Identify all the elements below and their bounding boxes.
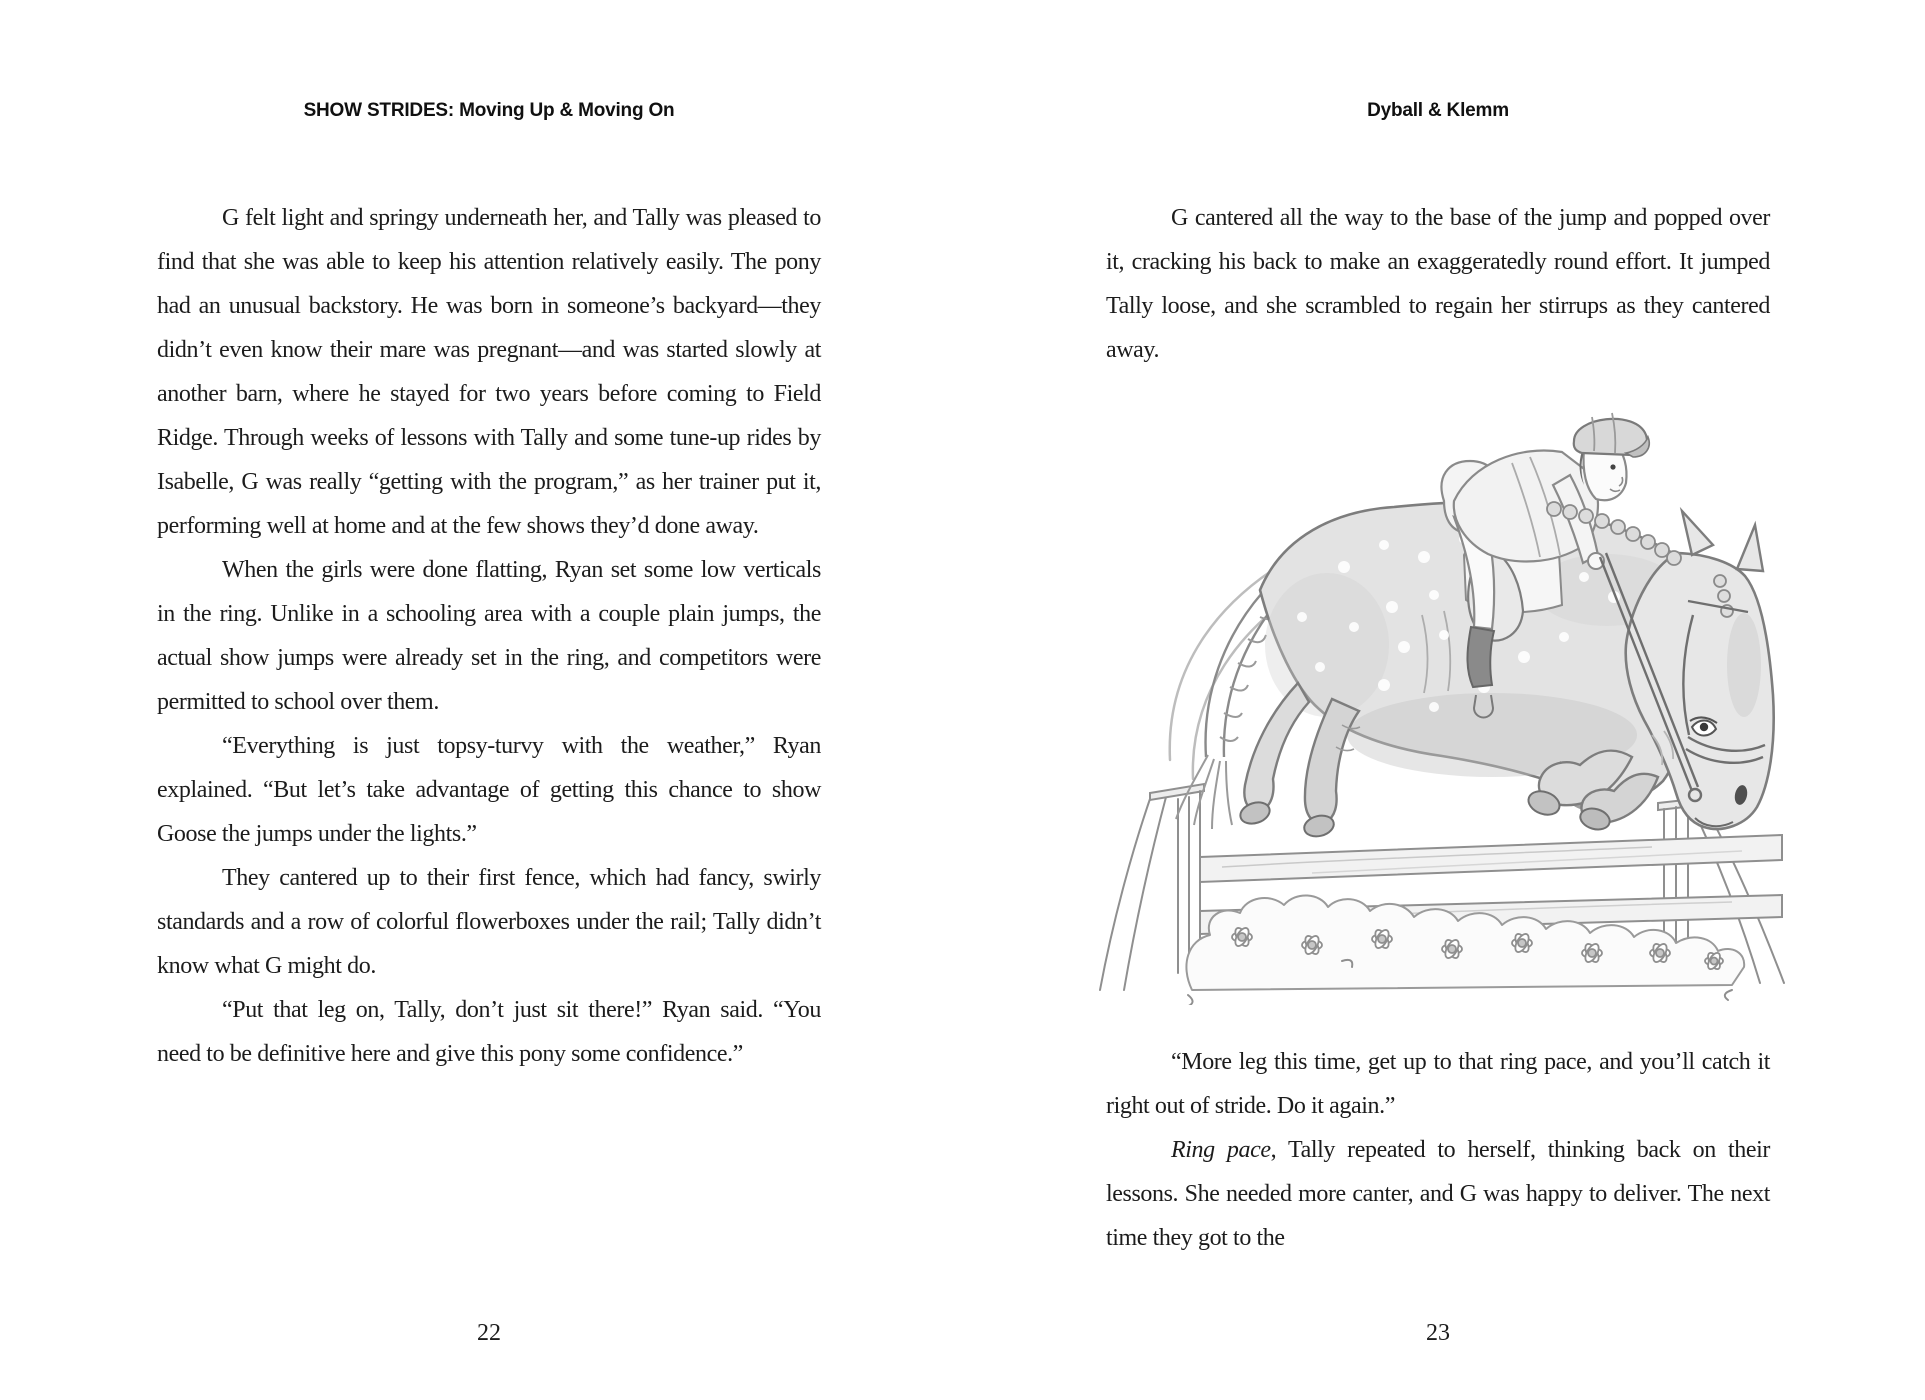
left-page-body — [157, 196, 821, 1266]
body-paragraph: They cantered up to their first fence, which had fancy, swirly standards and a row of colorful flowerboxes under the rail; Tally didn’t know what G might do. — [157, 865, 821, 979]
page-number-right: 23 — [1426, 1320, 1450, 1346]
right-page-body-bottom — [1106, 1040, 1770, 1270]
body-paragraph: “Everything is just topsy-turvy with the weather,” Ryan explained. “But let’s take advantage of getting this chance to show Goose the jumps under the lights.” — [157, 733, 821, 847]
body-paragraph: G felt light and springy underneath her, and Tally was pleased to find that she was able to keep his attention relatively easily. The pony had an unusual backstory. He was born in someone’s backyard—they didn’t even know their mare was pregnant—and was started slowly at another barn, where he stayed for two years before coming to Field Ridge. Through weeks of lessons with Tally and some tune-up rides by Isabelle, G was really “getting with the program,” as her trainer put it, performing well at home and at the few shows they’d done away. — [157, 205, 821, 539]
running-head-right: Dyball & Klemm — [1367, 100, 1509, 121]
body-paragraph: “Put that leg on, Tally, don’t just sit there!” Ryan said. “You need to be definitive here and give this pony some confidence.” — [157, 997, 821, 1067]
body-paragraph: Ring pace, Tally repeated to herself, thinking back on their lessons. She needed more canter, and G was happy to deliver. The next time they got to the — [1106, 1137, 1770, 1251]
jump-fence — [1100, 784, 1784, 1005]
body-paragraph: “More leg this time, get up to that ring pace, and you’ll catch it right out of stride. Do it again.” — [1106, 1049, 1770, 1119]
pony-hind-legs — [1238, 683, 1360, 839]
running-head-left: SHOW STRIDES: Moving Up & Moving On — [303, 100, 675, 121]
rider-boot — [1467, 627, 1494, 687]
right-page-body-top — [1106, 196, 1770, 386]
body-paragraph: G cantered all the way to the base of the jump and popped over it, cracking his back to make an exaggeratedly round effort. It jumped Tally loose, and she scrambled to regain her stirrups as they cantered away. — [1106, 205, 1770, 363]
pony-jump-illustration — [1092, 405, 1837, 1005]
pony-ear — [1737, 525, 1763, 571]
body-paragraph: When the girls were done flatting, Ryan set some low verticals in the ring. Unlike in a schooling area with a couple plain jumps, the actual show jumps were already set in the ring, and competitors were permitted to school over them. — [157, 557, 821, 715]
pony-ear — [1682, 511, 1713, 555]
page-number-left: 22 — [477, 1320, 501, 1346]
